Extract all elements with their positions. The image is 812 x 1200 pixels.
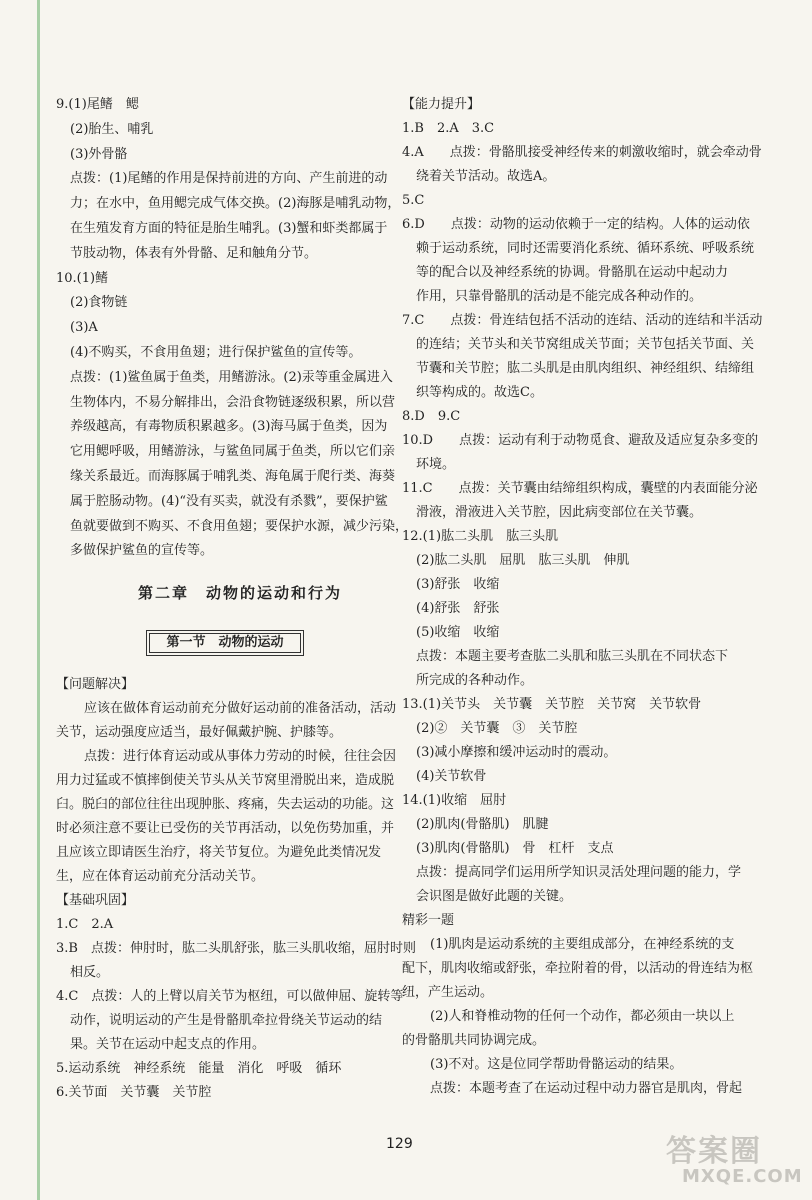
- text-line: (3)减小摩擦和缓冲运动时的震动。: [416, 745, 617, 760]
- text-line: 力；在水中，鱼用鳃完成气体交换。(2)海豚是哺乳动物，: [70, 196, 401, 212]
- chapter-title: 第二章 动物的运动和行为: [137, 584, 342, 602]
- text-line: (2)肌肉(骨骼肌) 肌腱: [416, 817, 549, 832]
- text-line: 动作，说明运动的产生是骨骼肌牵拉骨绕关节运动的结: [70, 1013, 383, 1028]
- text-line: 点拨：(1)鲨鱼属于鱼类，用鳍游泳。(2)汞等重金属进入: [70, 369, 393, 385]
- page-number: 129: [386, 1136, 413, 1152]
- text-line: 6.D 点拨：动物的运动依赖于一定的结构。人体的运动依: [402, 217, 750, 232]
- text-line: 生，应在体育运动前充分活动关节。: [56, 869, 265, 884]
- text-line: 绕着关节活动。故选A。: [416, 169, 556, 184]
- text-line: (2)② 关节囊 ③ 关节腔: [416, 721, 578, 736]
- text-line: 等的配合以及神经系统的协调。骨骼肌在运动中起动力: [416, 265, 729, 280]
- text-line: 8.D 9.C: [402, 409, 461, 424]
- text-line: 11.C 点拨：关节囊由结缔组织构成，囊壁的内表面能分泌: [402, 481, 758, 496]
- text-line: (4)关节软骨: [416, 769, 487, 784]
- text-line: 10.(1)鳍: [56, 270, 109, 286]
- text-line: (2)人和脊椎动物的任何一个动作，都必须由一块以上: [430, 1009, 735, 1024]
- text-line: 所完成的各种动作。: [416, 673, 534, 688]
- text-line: 4.A 点拨：骨骼肌接受神经传来的刺激收缩时，就会牵动骨: [402, 145, 762, 160]
- text-line: (2)食物链: [70, 295, 128, 311]
- text-line: 点拨：本题考查了在运动过程中动力器官是肌肉，骨起: [430, 1081, 743, 1096]
- text-line: 节囊和关节腔；肱二头肌是由肌肉组织、神经组织、结缔组: [416, 361, 755, 376]
- text-line: (3)不对。这是位同学帮助骨骼运动的结果。: [430, 1057, 683, 1072]
- text-line: 【问题解决】: [56, 677, 135, 692]
- text-line: (2)肱二头肌 屈肌 肱三头肌 伸肌: [416, 553, 630, 568]
- text-line: 赖于运动系统，同时还需要消化系统、循环系统、呼吸系统: [416, 241, 755, 256]
- text-line: 精彩一题: [402, 913, 455, 928]
- text-line: 会识图是做好此题的关键。: [416, 889, 573, 904]
- text-line: 【能力提升】: [402, 97, 481, 112]
- text-line: (3)舒张 收缩: [416, 577, 500, 592]
- text-line: (3)肌肉(骨骼肌) 骨 杠杆 支点: [416, 841, 614, 856]
- text-line: 多做保护鲨鱼的宣传等。: [70, 543, 214, 559]
- text-line: 7.C 点拨：骨连结包括不活动的连结、活动的连结和半活动: [402, 313, 763, 328]
- text-line: 13.(1)关节头 关节囊 关节腔 关节窝 关节软骨: [402, 697, 702, 712]
- text-line: 的连结；关节头和关节窝组成关节面；关节包括关节面、关: [416, 337, 755, 352]
- text-line: 属于腔肠动物。(4)“没有买卖，就没有杀戮”，要保护鲨: [70, 493, 388, 509]
- text-line: 臼。脱臼的部位往往出现肿胀、疼痛，失去运动的功能。这: [56, 797, 395, 812]
- text-line: (1)肌肉是运动系统的主要组成部分，在神经系统的支: [430, 937, 735, 952]
- text-line: 鱼就要做到不购买、不食用鱼翅；要保护水源，减少污染，: [70, 518, 409, 534]
- text-line: 养级越高，有毒物质积累越多。(3)海马属于鱼类，因为: [70, 419, 388, 435]
- text-line: 在生殖发育方面的特征是胎生哺乳。(3)蟹和虾类都属于: [70, 221, 388, 236]
- text-line: 应该在做体育运动前充分做好运动前的准备活动，活动: [84, 701, 397, 716]
- text-line: 点拨：提高同学们运用所学知识灵活处理问题的能力，学: [416, 865, 742, 880]
- text-line: 关节，运动强度应适当，最好佩戴护腕、护膝等。: [56, 725, 343, 740]
- watermark-en: MXQE.COM: [682, 1166, 803, 1187]
- text-line: 4.C 点拨：人的上臂以肩关节为枢纽，可以做伸屈、旋转等: [56, 989, 404, 1004]
- text-line: 1.C 2.A: [56, 917, 114, 932]
- text-line: 点拨：(1)尾鳍的作用是保持前进的方向、产生前进的动: [70, 171, 388, 187]
- text-line: (2)胎生、哺乳: [70, 121, 154, 137]
- text-line: 滑液，滑液进入关节腔，因此病变部位在关节囊。: [416, 505, 703, 520]
- binding-spine-line: [37, 0, 40, 1200]
- text-line: 用力过猛或不慎摔倒使关节头从关节窝里滑脱出来，造成脱: [56, 773, 395, 788]
- text-line: 5.C: [402, 193, 425, 208]
- text-line: 3.B 点拨：伸肘时，肱二头肌舒张，肱三头肌收缩，屈肘时则: [56, 941, 416, 956]
- text-line: (3)外骨骼: [70, 146, 128, 162]
- text-line: 1.B 2.A 3.C: [402, 121, 495, 136]
- text-line: 节肢动物，体表有外骨骼、足和触角分节。: [70, 245, 318, 261]
- text-line: 果。关节在运动中起支点的作用。: [70, 1037, 266, 1052]
- text-line: 点拨：进行体育运动或从事体力劳动的时候，往往会因: [84, 749, 397, 764]
- text-line: 纽，产生运动。: [402, 985, 494, 1000]
- text-line: (5)收缩 收缩: [416, 625, 500, 640]
- text-line: 生物体内，不易分解排出，会沿食物链逐级积累，所以营: [70, 394, 396, 410]
- text-line: 缘关系最近。而海豚属于哺乳类、海龟属于爬行类、海葵: [70, 469, 396, 484]
- text-line: 12.(1)肱二头肌 肱三头肌: [402, 529, 559, 544]
- text-line: 配下，肌肉收缩或舒张，牵拉附着的骨，以活动的骨连结为枢: [402, 961, 754, 976]
- text-line: 且应该立即请医生治疗，将关节复位。为避免此类情况发: [56, 845, 382, 860]
- text-line: 14.(1)收缩 屈肘: [402, 793, 507, 808]
- text-line: 它用鳃呼吸，用鳍游泳，与鲨鱼同属于鱼类，所以它们亲: [70, 444, 396, 460]
- text-line: 时必须注意不要让已受伤的关节再活动，以免伤势加重，并: [56, 821, 395, 836]
- text-line: 5.运动系统 神经系统 能量 消化 呼吸 循环: [56, 1061, 342, 1076]
- text-line: (4)舒张 舒张: [416, 601, 500, 616]
- text-line: 织等构成的。故选C。: [416, 385, 543, 400]
- text-line: 环境。: [416, 457, 456, 472]
- text-line: (4)不购买，不食用鱼翅；进行保护鲨鱼的宣传等。: [70, 345, 362, 360]
- text-line: 作用，只靠骨骼肌的活动是不能完成各种动作的。: [416, 289, 703, 304]
- text-line: 6.关节面 关节囊 关节腔: [56, 1085, 212, 1100]
- text-line: 9.(1)尾鳍 鳃: [56, 97, 139, 112]
- watermark-logo: [636, 1126, 806, 1196]
- text-line: 相反。: [70, 965, 110, 980]
- text-line: 【基础巩固】: [56, 893, 135, 908]
- text-line: (3)A: [70, 320, 98, 336]
- text-line: 10.D 点拨：运动有利于动物觅食、避敌及适应复杂多变的: [402, 433, 759, 448]
- watermark-cn: 答案圈: [666, 1134, 762, 1169]
- section-title: 第一节 动物的运动: [146, 630, 304, 656]
- text-line: 点拨：本题主要考查肱二头肌和肱三头肌在不同状态下: [416, 649, 729, 664]
- text-line: 的骨骼肌共同协调完成。: [402, 1033, 546, 1048]
